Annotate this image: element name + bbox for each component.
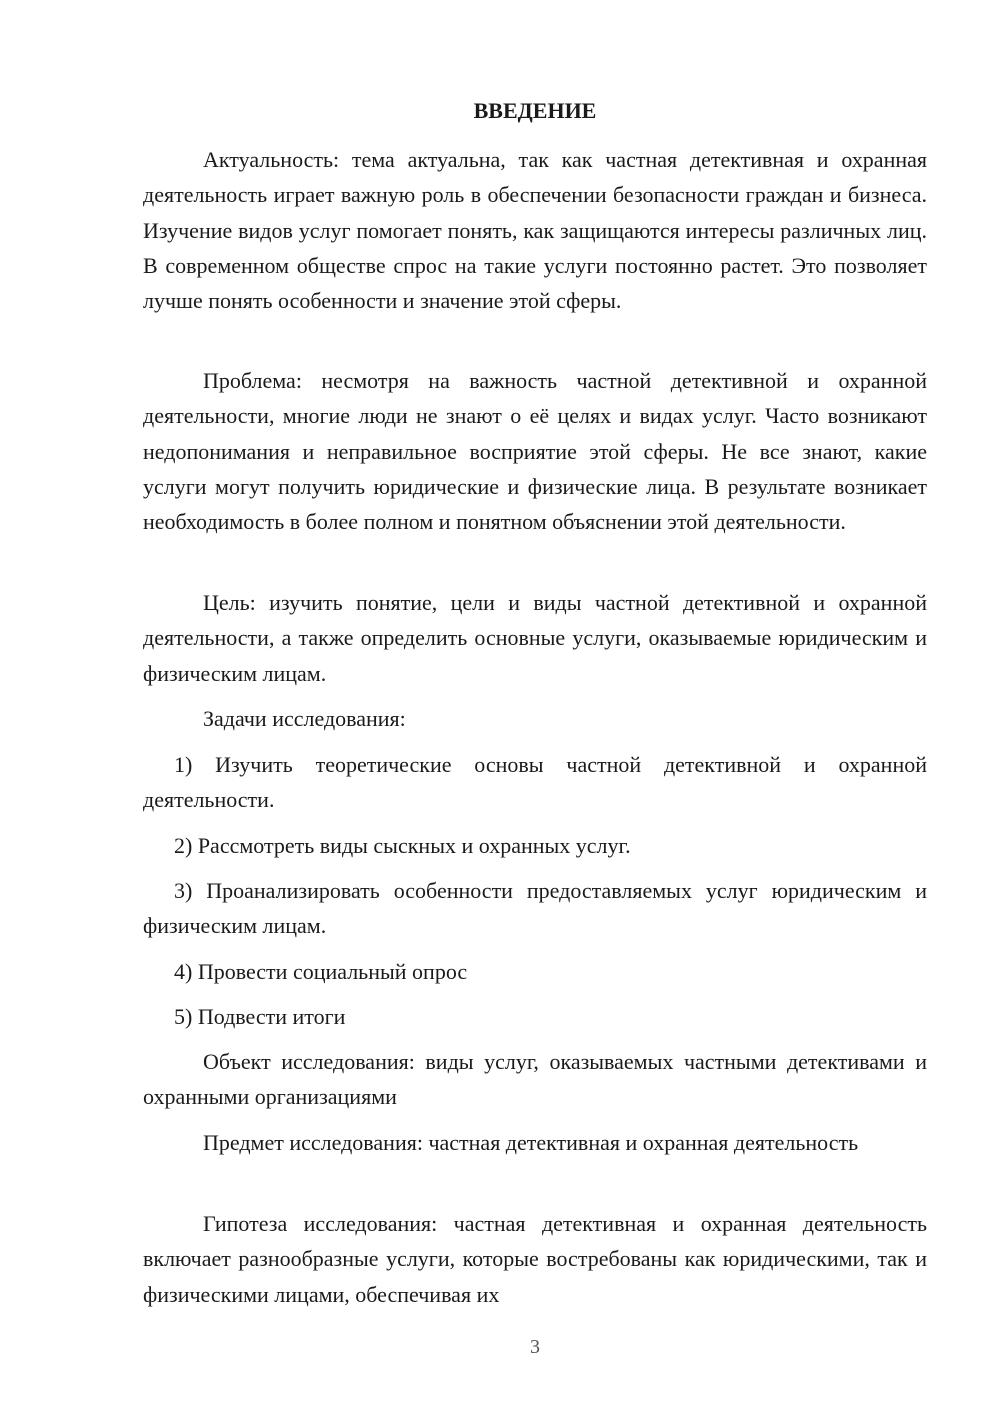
task-item-2: 2) Рассмотреть виды сыскных и охранных услуг. (174, 833, 631, 858)
paragraph-hypothesis: Гипотеза исследования: частная детективная и охранная деятельность включает разнообразные услуги, которые востребованы как юридическими, так и физическими лицами, обеспечивая их (143, 1211, 927, 1307)
paragraph-problem: Проблема: несмотря на важность частной детективной и охранной деятельности, многие люди не знают о её целях и видах услуг. Часто возникают недопонимания и неправильное восприятие этой сферы. Не все знают, какие услуги могут получить юридические и физические лица. В результате возникает необходимость в более полном и понятном объяснении этой деятельности. (143, 368, 927, 535)
task-item-5: 5) Подвести итоги (174, 1004, 346, 1029)
task-item-3: 3) Проанализировать особенности предоставляемых услуг юридическим и физическим лицам. (143, 878, 927, 939)
paragraph-object: Объект исследования: виды услуг, оказываемых частными детективами и охранными организациями (143, 1049, 927, 1110)
paragraph-goal: Цель: изучить понятие, цели и виды частной детективной и охранной деятельности, а также определить основные услуги, оказываемые юридическим и физическим лицам. (143, 590, 927, 686)
tasks-heading: Задачи исследования: (203, 706, 406, 731)
section-title: ВВЕДЕНИЕ (473, 98, 597, 123)
task-item-4: 4) Провести социальный опрос (174, 959, 468, 984)
paragraph-relevance: Актуальность: тема актуальна, так как частная детективная и охранная деятельность играет важную роль в обеспечении безопасности граждан и бизнеса. Изучение видов услуг помогает понять, как защищаются интересы различных лиц. В современном обществе спрос на такие услуги постоянно растет. Это позволяет лучше понять особенности и значение этой сферы. (143, 147, 927, 314)
paragraph-subject: Предмет исследования: частная детективная и охранная деятельность (203, 1130, 859, 1155)
page-number: 3 (530, 1336, 540, 1358)
task-item-1: 1) Изучить теоретические основы частной детективной и охранной деятельности. (143, 752, 927, 813)
